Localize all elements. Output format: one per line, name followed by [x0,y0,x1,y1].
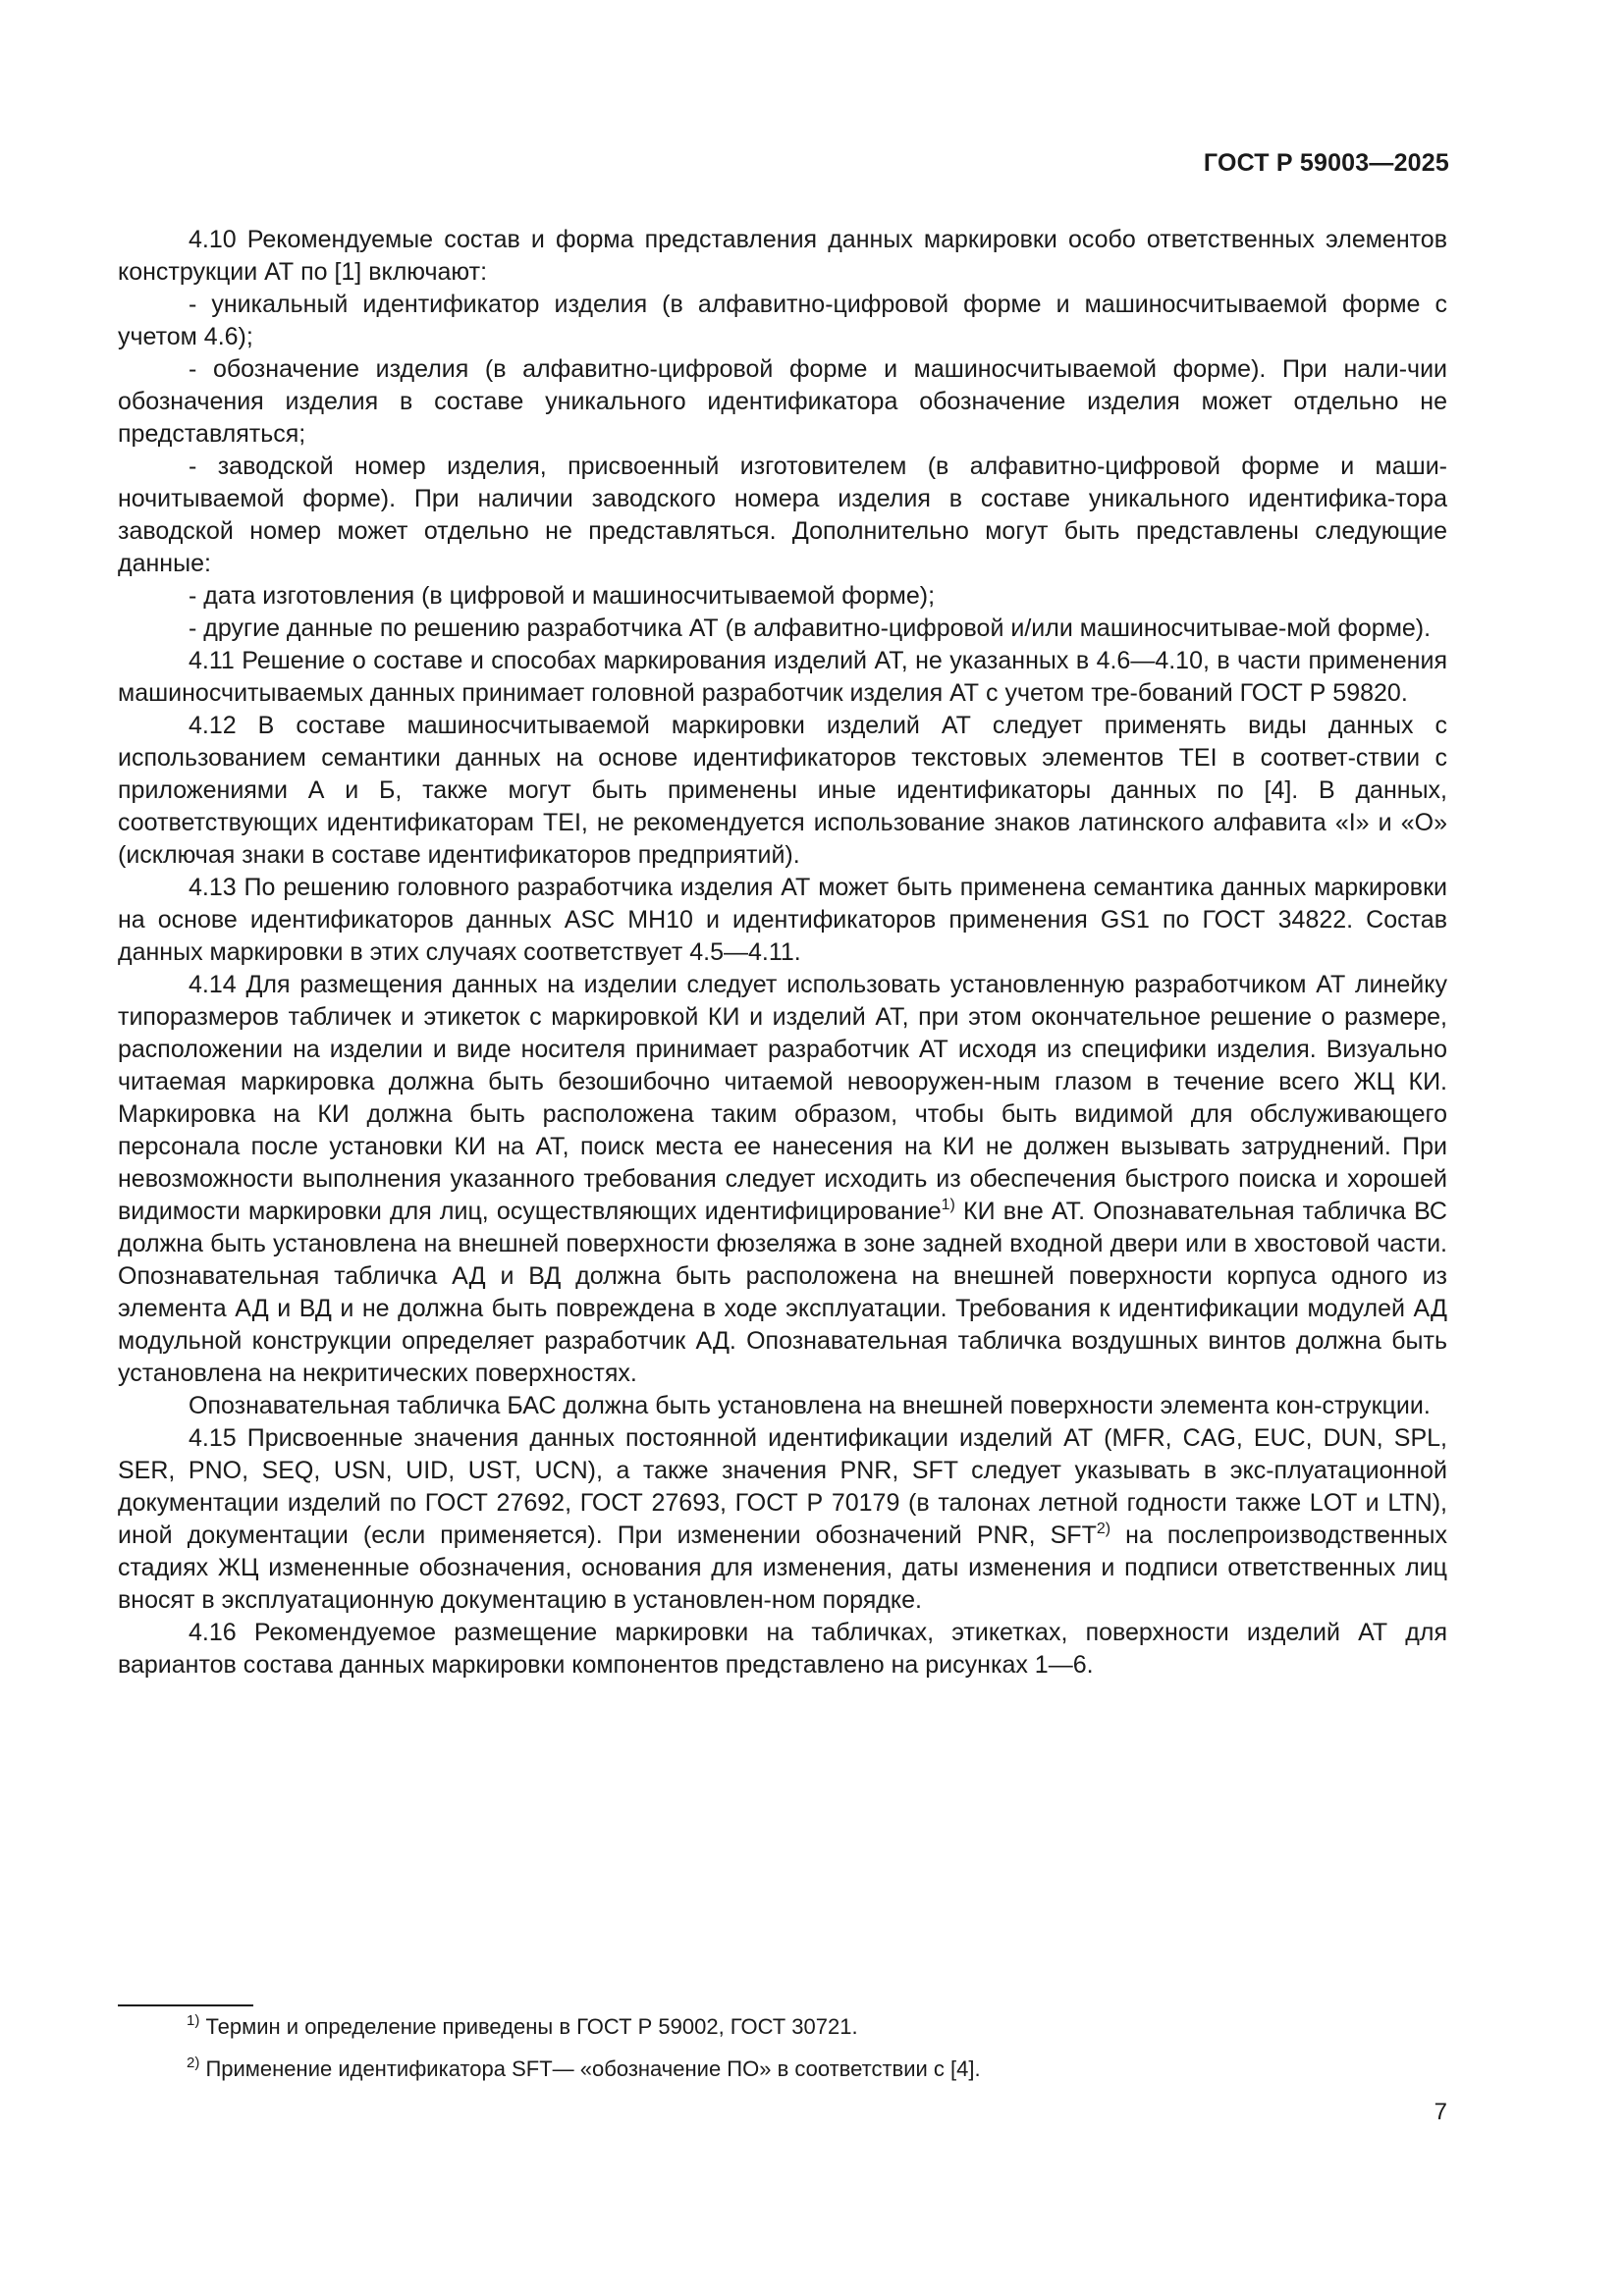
footnote-2 [187,2055,1443,2084]
paragraph-4-15-part-2: на послепроизводственных стадиях ЖЦ измененные обозначения, основания для изменения, даты изменения и подписи ответственных лиц вносят в эксплуатационную документацию в установлен-ном порядке. [118,1522,1447,1614]
list-item-other-data: - другие данные по решению разработчика АТ (в алфавитно-цифровой и/или машиносчитывае-мой форме). [189,614,1432,642]
paragraph-4-12: 4.12 В составе машиносчитываемой маркировки изделий АТ следует применять виды данных с использованием семантики данных на основе идентификаторов текстовых элементов TEI в соответ-ствии с приложениями А и Б, также могут быть применены иные идентификаторы данных по [4]. В данных, соответствующих идентификаторам TEI, не рекомендуется использование знаков латинского алфавита «I» и «O» (исключая знаки в составе идентификаторов предприятий). [118,712,1447,869]
paragraph-4-14-part-1: 4.14 Для размещения данных на изделии следует использовать установленную разработчиком АТ линейку типоразмеров табличек и этикеток с маркировкой КИ и изделий АТ, при этом окончательное решение о размере, расположении на изделии и виде носителя принимает разработчик АТ исходя из специфики изделия. Визуально читаемая маркировка должна быть безошибочно читаемой невооружен-ным глазом в течение всего ЖЦ КИ. Маркировка на КИ должна быть расположена таким образом, чтобы быть видимой для обслуживающего персонала после установки КИ на АТ, поиск места ее нанесения на КИ не должен вызывать затруднений. При невозможности выполнения указанного требования следует исходить из обеспечения быстрого поиска и хорошей видимости маркировки для лиц, осуществляющих идентифицирование [118,971,1447,1225]
paragraph-4-14 [118,969,1447,1390]
footnote-ref-2: 2) [1096,1521,1111,1537]
list-item-serial-number: - заводской номер изделия, присвоенный изготовителем (в алфавитно-цифровой форме и маши-ночитываемой форме). При наличии заводского номера изделия в составе уникального идентифика-тора заводской номер может отдельно не представляться. Дополнительно могут быть представлены следующие данные: [118,453,1447,577]
footnote-text-1: Термин и определение приведены в ГОСТ Р 59002, ГОСТ 30721. [199,2014,858,2039]
paragraph-4-14-part-2: КИ вне АТ. Опознавательная табличка ВС должна быть установлена на внешней поверхности фюзеляжа в зоне задней входной двери или в хвостовой части. Опознавательная табличка АД и ВД должна быть расположена на внешней поверхности корпуса одного из элемента АД и ВД и не должна быть повреждена в ходе эксплуатации. Требования к идентификации модулей АД модульной конструкции определяет разработчик АД. Опознавательная табличка воздушных винтов должна быть установлена на некритических поверхностях. [118,1198,1447,1387]
paragraph-4-10: 4.10 Рекомендуемые состав и форма представления данных маркировки особо ответственных элементов конструкции АТ по [1] включают: [118,226,1447,286]
footnote-mark-1: 1) [187,2012,200,2029]
footnote-text-2: Применение идентификатора SFT— «обозначение ПО» в соответствии с [4]. [199,2056,981,2081]
paragraph-4-15 [118,1422,1447,1617]
list-item-designation: - обозначение изделия (в алфавитно-цифровой форме и машиносчитываемой форме). При нали-чии обозначения изделия в составе уникального идентификатора обозначение изделия может отдельно не представляться; [118,355,1447,448]
footnote-1 [187,2012,1443,2042]
footnote-mark-2: 2) [187,2055,200,2071]
paragraph-4-13: 4.13 По решению головного разработчика изделия АТ может быть применена семантика данных маркировки на основе идентификаторов данных ASC MH10 и идентификаторов применения GS1 по ГОСТ 34822. Состав данных маркировки в этих случаях соответствует 4.5—4.11. [118,874,1447,966]
document-header-id: ГОСТ Р 59003—2025 [1203,149,1449,177]
paragraph-4-15-part-1: 4.15 Присвоенные значения данных постоянной идентификации изделий АТ (MFR, CAG, EUC, DUN, SPL, SER, PNO, SEQ, USN, UID, UST, UCN), а также значения PNR, SFT следует указывать в экс-плуатационной документации изделий по ГОСТ 27692, ГОСТ 27693, ГОСТ Р 70179 (в талонах летной годности также LOT и LTN), иной документации (если применяется). При изменении обозначений PNR, SFT [118,1424,1447,1549]
paragraph-4-16: 4.16 Рекомендуемое размещение маркировки на табличках, этикетках, поверхности изделий АТ для вариантов состава данных маркировки компонентов представлено на рисунках 1—6. [118,1619,1447,1679]
footnote-ref-1: 1) [941,1197,955,1213]
document-body [118,224,1447,1682]
paragraph-4-11: 4.11 Решение о составе и способах маркирования изделий АТ, не указанных в 4.6—4.10, в части применения машиносчитываемых данных принимает головной разработчик изделия АТ с учетом тре-бований ГОСТ Р 59820. [118,647,1447,707]
page-number: 7 [1434,2099,1447,2125]
footnote-divider [118,2004,253,2006]
list-item-unique-id: - уникальный идентификатор изделия (в алфавитно-цифровой форме и машиносчитываемой форме с учетом 4.6); [118,291,1447,350]
list-item-manufacture-date: - дата изготовления (в цифровой и машиносчитываемой форме); [189,582,936,610]
footnotes [187,2012,1443,2097]
paragraph-4-14-bas: Опознавательная табличка БАС должна быть установлена на внешней поверхности элемента кон-струкции. [189,1392,1431,1419]
